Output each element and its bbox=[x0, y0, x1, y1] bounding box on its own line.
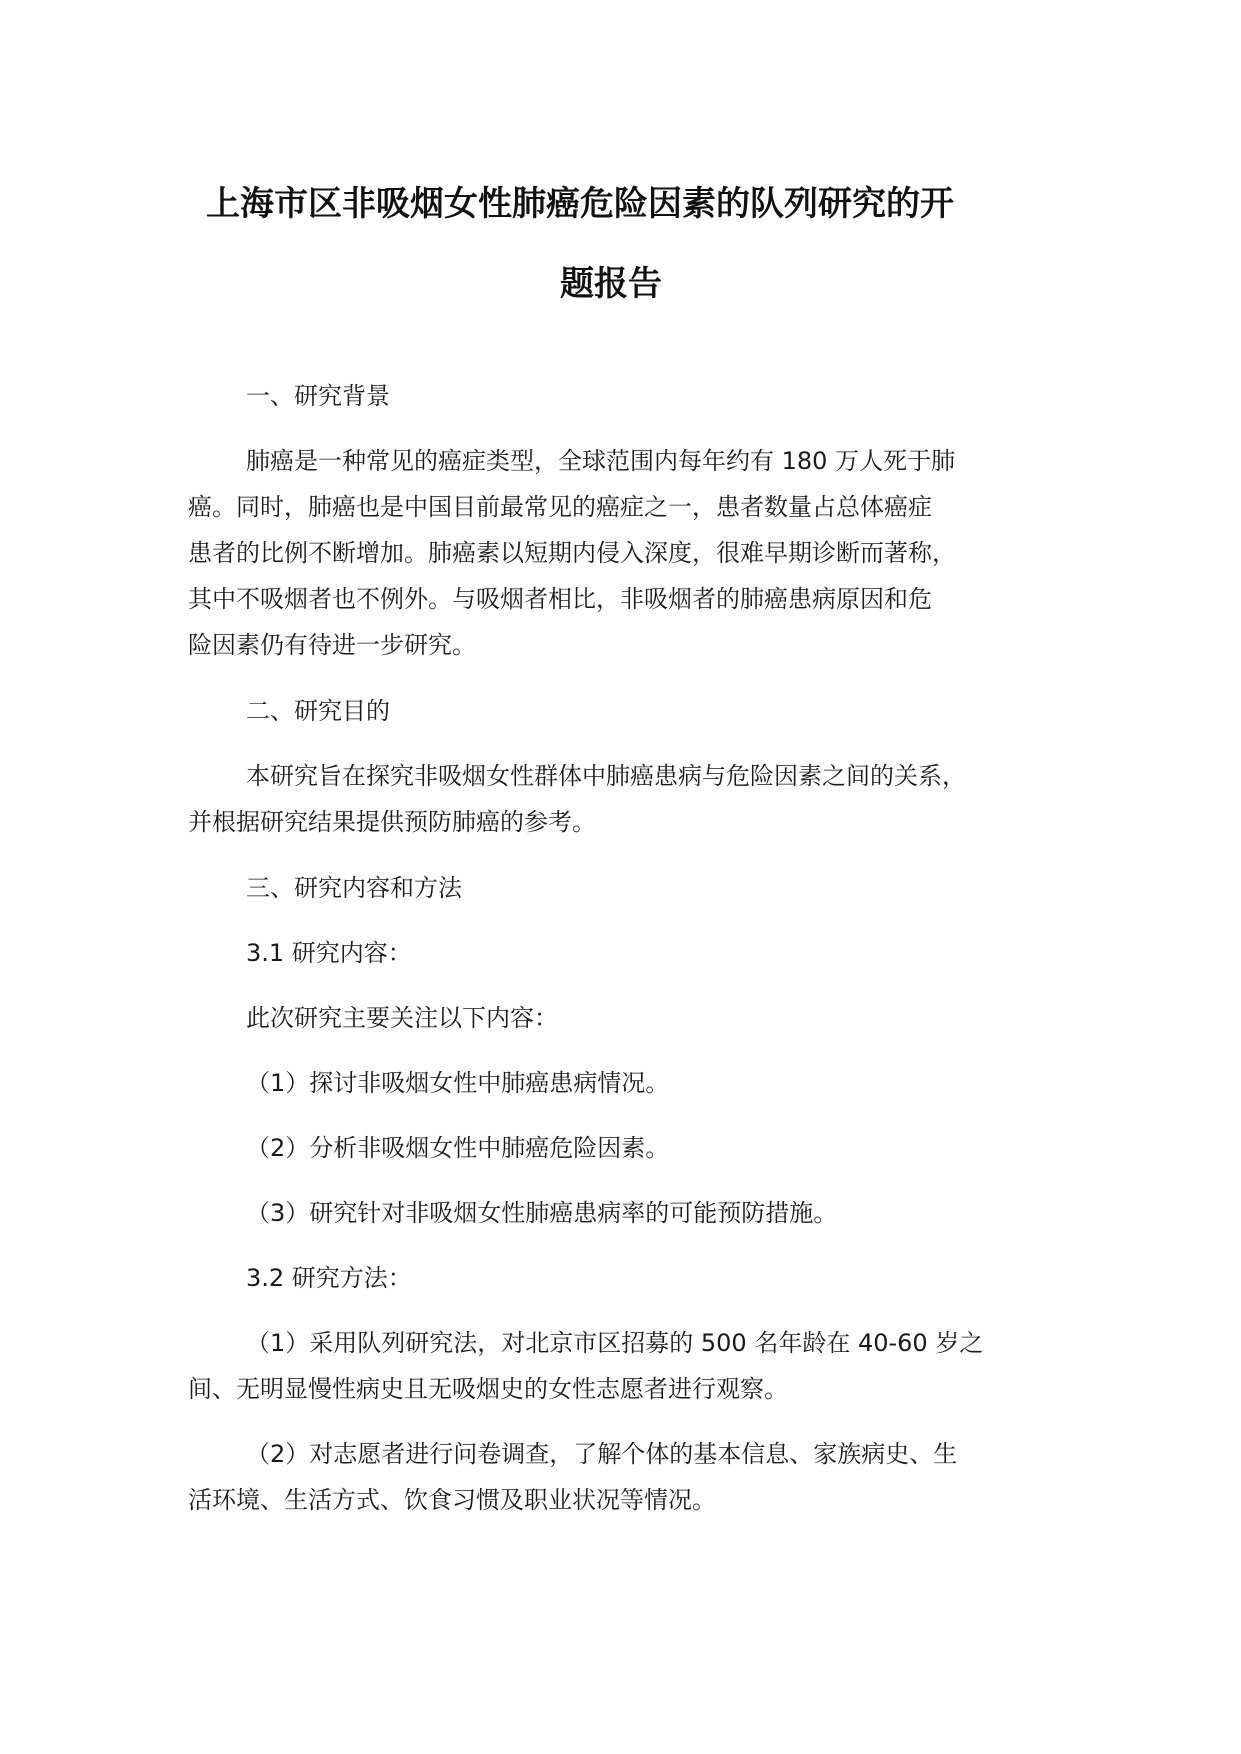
paragraph-line: 患者的比例不断增加。肺癌素以短期内侵入深度，很难早期诊断而著称， bbox=[188, 539, 956, 567]
list-item-continuation: 活环境、生活方式、饮食习惯及职业状况等情况。 bbox=[188, 1486, 716, 1514]
list-item-continuation: 间、无明显慢性病史且无吸烟史的女性志愿者进行观察。 bbox=[188, 1375, 788, 1403]
section-heading-content: 三、研究内容和方法 bbox=[246, 874, 462, 902]
list-item: （1）采用队列研究法，对北京市区招募的 500 名年龄在 40-60 岁之 bbox=[246, 1329, 984, 1357]
paragraph-line: 并根据研究结果提供预防肺癌的参考。 bbox=[188, 808, 596, 836]
paragraph-line: 此次研究主要关注以下内容： bbox=[246, 1004, 558, 1032]
paragraph-line: 癌。同时，肺癌也是中国目前最常见的癌症之一，患者数量占总体癌症 bbox=[188, 493, 932, 521]
document-title-line-2: 题报告 bbox=[560, 264, 662, 304]
list-item: （1）探讨非吸烟女性中肺癌患病情况。 bbox=[246, 1069, 670, 1097]
list-item: （3）研究针对非吸烟女性肺癌患病率的可能预防措施。 bbox=[246, 1199, 838, 1227]
paragraph-line: 险因素仍有待进一步研究。 bbox=[188, 631, 476, 659]
subsection-heading-method: 3.2 研究方法： bbox=[246, 1264, 412, 1292]
paragraph-line: 本研究旨在探究非吸烟女性群体中肺癌患病与危险因素之间的关系， bbox=[246, 762, 966, 790]
paragraph-line: 其中不吸烟者也不例外。与吸烟者相比，非吸烟者的肺癌患病原因和危 bbox=[188, 585, 932, 613]
list-item: （2）分析非吸烟女性中肺癌危险因素。 bbox=[246, 1134, 670, 1162]
subsection-heading-content: 3.1 研究内容： bbox=[246, 939, 412, 967]
section-heading-purpose: 二、研究目的 bbox=[246, 697, 390, 725]
section-heading-background: 一、研究背景 bbox=[246, 382, 390, 410]
document-title-line-1: 上海市区非吸烟女性肺癌危险因素的队列研究的开 bbox=[206, 184, 954, 224]
list-item: （2）对志愿者进行问卷调查，了解个体的基本信息、家族病史、生 bbox=[246, 1440, 958, 1468]
paragraph-line: 肺癌是一种常见的癌症类型，全球范围内每年约有 180 万人死于肺 bbox=[246, 447, 956, 475]
